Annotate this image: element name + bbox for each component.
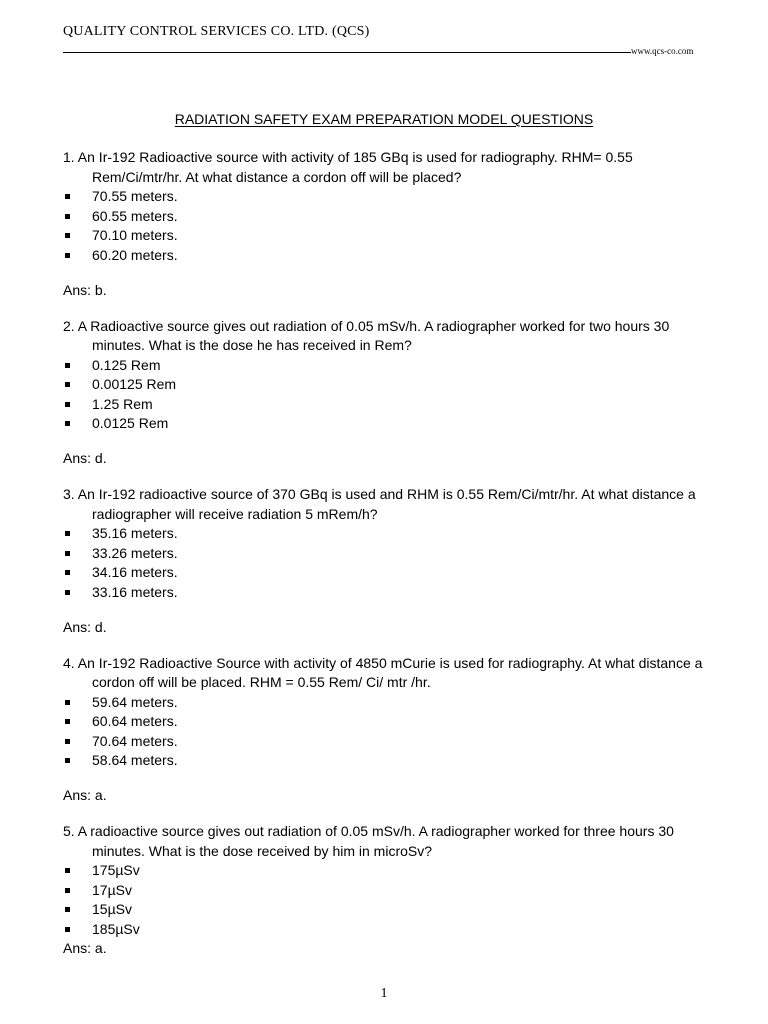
option-label: 60.20 meters.: [92, 246, 178, 263]
option-item: [63, 693, 713, 713]
header-rule: [63, 52, 631, 53]
square-bullet-icon: [65, 382, 70, 387]
square-bullet-icon: [65, 551, 70, 556]
option-label: 33.26 meters.: [92, 544, 178, 561]
square-bullet-icon: [65, 253, 70, 258]
square-bullet-icon: [65, 927, 70, 932]
question-5: [63, 822, 713, 959]
square-bullet-icon: [65, 421, 70, 426]
company-name: QUALITY CONTROL SERVICES CO. LTD. (QCS): [63, 24, 370, 39]
square-bullet-icon: [65, 907, 70, 912]
option-label: 35.16 meters.: [92, 525, 178, 541]
answer-text: Ans: d.: [63, 618, 107, 635]
page-number: 1: [380, 986, 388, 1001]
option-label: 0.00125 Rem: [92, 376, 177, 392]
option-list: [63, 356, 713, 434]
square-bullet-icon: [65, 214, 70, 219]
document-title: RADIATION SAFETY EXAM PREPARATION MODEL QUESTIONS: [174, 111, 594, 127]
option-item: [63, 187, 713, 207]
option-item: [63, 881, 713, 901]
option-item: [63, 751, 713, 771]
option-label: 60.64 meters.: [92, 713, 178, 729]
option-item: [63, 207, 713, 227]
square-bullet-icon: [65, 194, 70, 199]
option-item: [63, 583, 713, 603]
square-bullet-icon: [65, 739, 70, 744]
option-item: [63, 524, 713, 544]
option-list: [63, 524, 713, 602]
option-label: 0.0125 Rem: [92, 415, 169, 431]
question-4: [63, 654, 713, 806]
option-label: 1.25 Rem: [92, 395, 153, 412]
option-item: [63, 861, 713, 881]
option-item: [63, 900, 713, 920]
square-bullet-icon: [65, 719, 70, 724]
option-label: 34.16 meters.: [92, 564, 178, 580]
option-item: [63, 712, 713, 732]
option-item: [63, 246, 713, 266]
answer-text: Ans: a.: [63, 940, 107, 956]
square-bullet-icon: [65, 590, 70, 595]
option-item: [63, 414, 713, 434]
question-text: 2. A Radioactive source gives out radiation of 0.05 mSv/h. A radiographer worked for two hours 30 minutes. What is the dose he has received in Rem?: [63, 317, 670, 353]
question-2: [63, 317, 713, 469]
square-bullet-icon: [65, 531, 70, 536]
option-label: 60.55 meters.: [92, 207, 178, 224]
option-label: 70.10 meters.: [92, 227, 178, 243]
option-item: [63, 732, 713, 752]
question-1: [63, 148, 713, 300]
square-bullet-icon: [65, 868, 70, 873]
square-bullet-icon: [65, 233, 70, 238]
option-label: 59.64 meters.: [92, 693, 178, 710]
option-item: [63, 920, 713, 940]
option-label: 17µSv: [92, 881, 132, 898]
square-bullet-icon: [65, 570, 70, 575]
website-link[interactable]: www.qcs-co.com: [631, 46, 694, 56]
question-text: 5. A radioactive source gives out radiation of 0.05 mSv/h. A radiographer worked for three hours 30 minutes. What is the dose received by him in microSv?: [63, 823, 674, 859]
option-label: 58.64 meters.: [92, 752, 178, 768]
option-item: [63, 375, 713, 395]
answer-text: Ans: d.: [63, 450, 107, 466]
question-text: 3. An Ir-192 radioactive source of 370 GBq is used and RHM is 0.55 Rem/Ci/mtr/hr. At what distance a radiographer will receive radiation 5 mRem/h?: [63, 486, 696, 522]
answer-text: Ans: b.: [63, 281, 107, 298]
option-item: [63, 563, 713, 583]
option-label: 185µSv: [92, 920, 140, 937]
question-text: 1. An Ir-192 Radioactive source with activity of 185 GBq is used for radiography. RHM= 0.55 Rem/Ci/mtr/hr. At what distance a cordon off will be placed?: [63, 149, 633, 185]
option-label: 175µSv: [92, 862, 140, 878]
square-bullet-icon: [65, 758, 70, 763]
option-item: [63, 544, 713, 564]
square-bullet-icon: [65, 700, 70, 705]
square-bullet-icon: [65, 402, 70, 407]
questions-body: [63, 148, 713, 959]
option-list: [63, 693, 713, 771]
square-bullet-icon: [65, 363, 70, 368]
option-label: 15µSv: [92, 901, 132, 917]
option-list: [63, 187, 713, 265]
option-item: [63, 395, 713, 415]
option-label: 0.125 Rem: [92, 356, 161, 373]
option-item: [63, 226, 713, 246]
question-text: 4. An Ir-192 Radioactive Source with activity of 4850 mCurie is used for radiography. At what distance a cordon off will be placed. RHM = 0.55 Rem/ Ci/ mtr /hr.: [63, 654, 703, 690]
option-label: 33.16 meters.: [92, 583, 178, 600]
option-list: [63, 861, 713, 939]
option-label: 70.55 meters.: [92, 188, 178, 204]
option-label: 70.64 meters.: [92, 732, 178, 749]
answer-text: Ans: a.: [63, 787, 107, 803]
question-3: [63, 485, 713, 637]
square-bullet-icon: [65, 888, 70, 893]
option-item: [63, 356, 713, 376]
